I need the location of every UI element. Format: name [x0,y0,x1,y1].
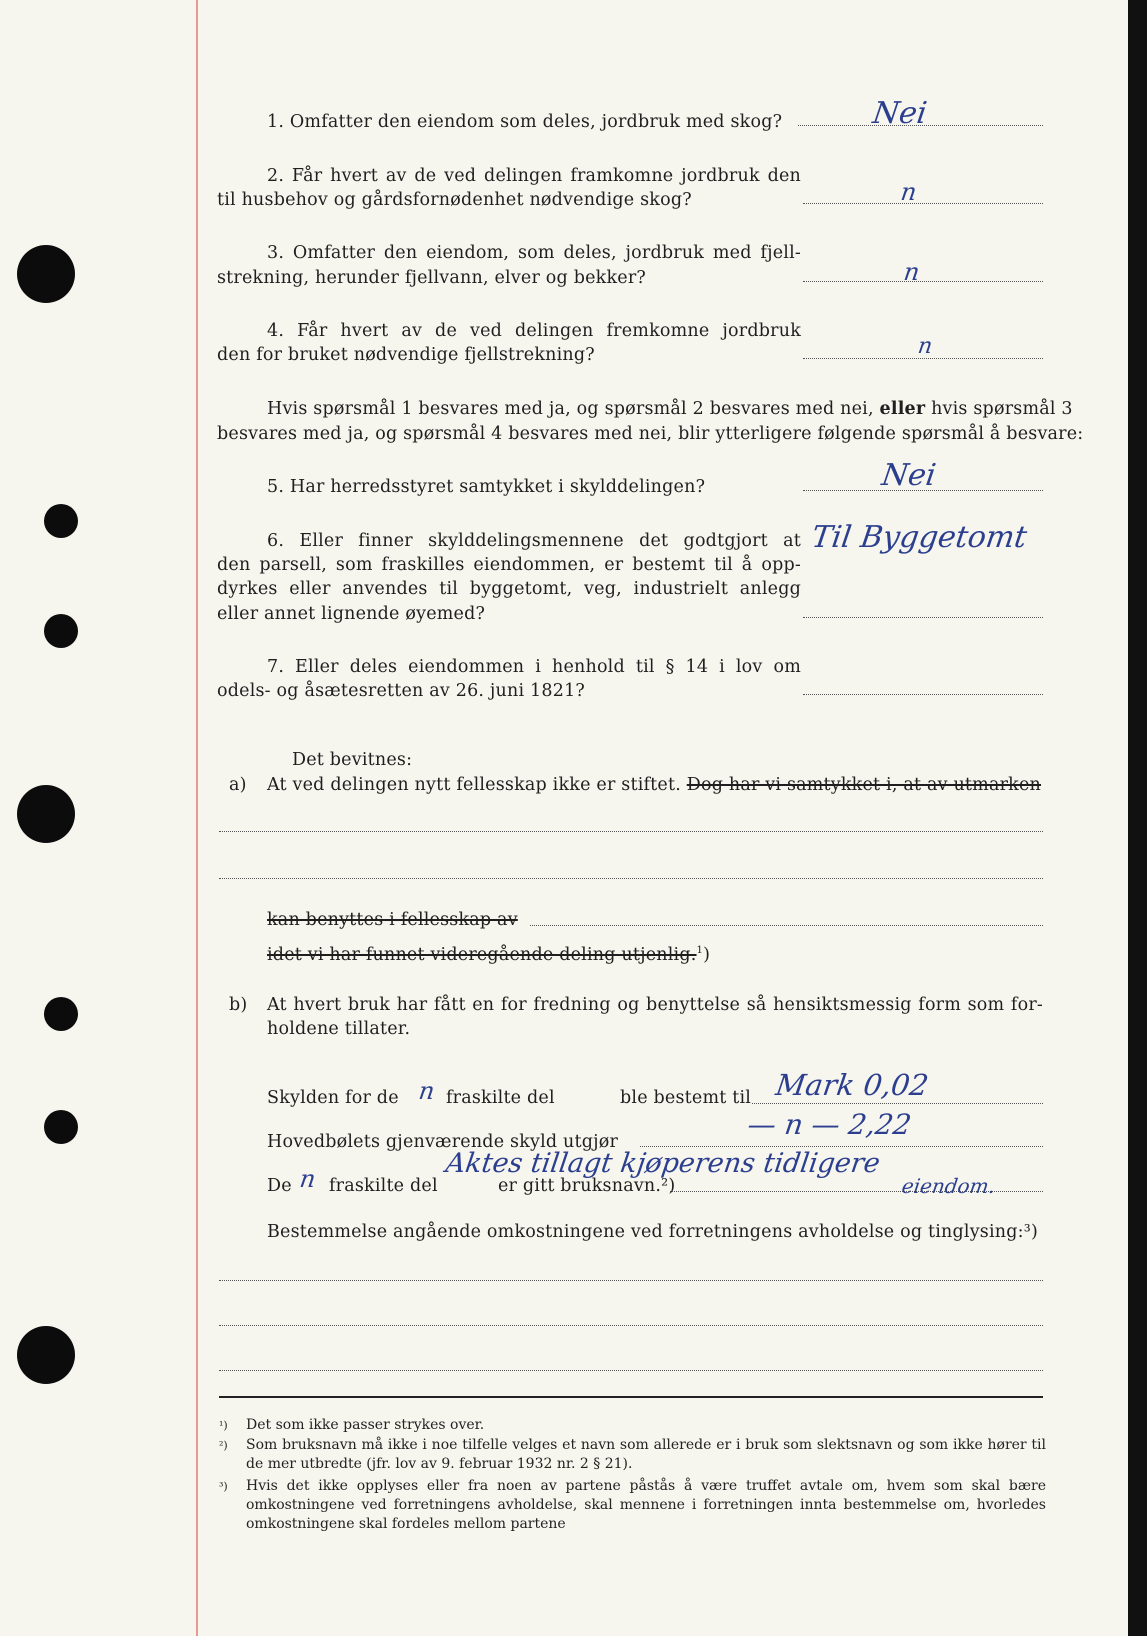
question-5: 5. Har herredsstyret samtykket i skylddelingen? [267,477,706,497]
attest-heading: Det bevitnes: [292,750,413,770]
answer-5: Nei [879,458,939,493]
footnote-1-text: Det som ikke passer strykes over. [246,1417,485,1433]
skyld-label-a: Skylden for de [267,1088,399,1108]
attest-a-line-4: kan benyttes i fellesskap av [267,910,518,930]
attest-a-label: a) [229,775,247,795]
skyld-answer-line [752,1103,1043,1104]
attest-b-label: b) [229,995,248,1015]
attest-a-struck: Dog har vi samtykket i, at av utmarken [686,775,1041,795]
attest-b-line-1: At hvert bruk har fått en for fredning og benyttelse så hensiktsmessig form som for- [267,995,1043,1015]
question-2-line-1: 2. Får hvert av de ved delingen framkomne jordbruk den [267,166,801,186]
question-7-line-2: odels- og åsætesretten av 26. juni 1821? [217,681,585,701]
footnote-ref: 1 [696,945,704,956]
answer-line-7 [803,694,1043,695]
de-fill: n [298,1165,318,1193]
de-label: De [267,1176,292,1196]
attest-a-line-5-end: ) [703,944,711,965]
condition-line-1a: Hvis spørsmål 1 besvares med ja, og spørsmål 2 besvares med nei, [267,399,880,419]
attest-a-line-3 [219,878,1043,879]
attest-a-line-1 [267,774,1041,796]
question-4-line-1: 4. Får hvert av de ved delingen fremkomne jordbruk [267,321,801,341]
skyld-fill-a: n [417,1077,437,1105]
answer-1: Nei [870,96,930,131]
punch-hole [44,997,78,1031]
footnote-3-mark: ³) [219,1480,228,1493]
hoved-answer: — n — 2,22 [745,1108,914,1141]
de-label-b: fraskilte del [329,1176,438,1196]
bruksnavn-line-1: Aktes tillagt kjøperens tidligere [443,1148,883,1179]
punch-hole [17,245,75,303]
condition-line-1 [267,398,1073,420]
attest-a-line-4-fill [530,925,1043,926]
punch-hole [17,1326,75,1384]
question-4-line-2: den for bruket nødvendige fjellstrekning? [217,345,595,365]
condition-bold: eller [879,399,926,419]
punch-hole [44,614,78,648]
attest-b-line-2: holdene tillater. [267,1019,411,1039]
question-3-line-2: strekning, herunder fjellvann, elver og bekker? [217,268,646,288]
cost-line-3 [219,1370,1043,1371]
answer-line-2 [803,203,1043,204]
de-label-c: er gitt bruksnavn.²) [498,1176,676,1196]
footnote-2-text: Som bruksnavn må ikke i noe tilfelle velges et navn som allerede er i bruk som slektsnavn og som ikke hører til de mer utbredte (jfr. lov av 9. februar 1932 nr. 2 § 21). [246,1437,1046,1472]
attest-a-text: At ved delingen nytt fellesskap ikke er stiftet. [267,775,681,795]
cost-line-2 [219,1325,1043,1326]
answer-3: n [902,258,922,286]
answer-line-6 [803,617,1043,618]
question-2-line-2: til husbehov og gårdsfornødenhet nødvendige skog? [217,190,692,210]
hoved-label: Hovedbølets gjenværende skyld utgjør [267,1132,619,1152]
footnote-rule [219,1396,1043,1398]
answer-line-3 [803,281,1043,282]
condition-line-1b: hvis spørsmål 3 [925,399,1073,419]
skyld-answer: Mark 0,02 [773,1068,931,1102]
punch-hole [17,785,75,843]
footnote-1-mark: ¹) [219,1419,228,1432]
question-6-line-4: eller annet lignende øyemed? [217,604,486,624]
cost-line-1 [219,1280,1043,1281]
hoved-answer-line [640,1146,1043,1147]
attest-a-line-5-struck: idet vi har funnet videregående deling utjenlig. [267,944,697,965]
condition-line-2: besvares med ja, og spørsmål 4 besvares med nei, blir ytterligere følgende spørsmål å besvare: [217,424,1084,444]
answer-6: Til Byggetomt [809,520,1029,555]
punch-hole [44,504,78,538]
cost-label: Bestemmelse angående omkostningene ved forretningens avholdelse og tinglysing:³) [267,1222,1038,1242]
bruksnavn-line-2: eiendom. [900,1174,997,1198]
footnote-3-text: Hvis det ikke opplyses eller fra noen av partene påstås å være truffet avtale om, hvem som skal bære omkostningene ved forretningens avholdelse, skal mennene i forretningen innta bestemmelse om, hvorledes omkostningene skal fordeles mellom partene [246,1478,1046,1532]
question-3-line-1: 3. Omfatter den eiendom, som deles, jordbruk med fjell- [267,243,801,263]
question-7-line-1: 7. Eller deles eiendommen i henhold til § 14 i lov om [267,657,801,677]
question-1: 1. Omfatter den eiendom som deles, jordbruk med skog? [267,112,783,132]
skyld-label-c: ble bestemt til [620,1088,752,1108]
answer-2: n [899,178,919,206]
punch-hole [44,1110,78,1144]
question-6-line-2: den parsell, som fraskilles eiendommen, er bestemt til å opp- [217,555,801,575]
attest-a-line-5 [267,940,710,966]
attest-a-line-2 [219,831,1043,832]
answer-4: n [916,334,934,359]
footnote-2-mark: ²) [219,1439,228,1452]
question-6-line-1: 6. Eller finner skylddelingsmennene det godtgjort at [267,531,801,551]
question-6-line-3: dyrkes eller anvendes til byggetomt, veg, industrielt anlegg [217,579,801,599]
margin-line [196,0,198,1636]
skyld-label-b: fraskilte del [446,1088,555,1108]
